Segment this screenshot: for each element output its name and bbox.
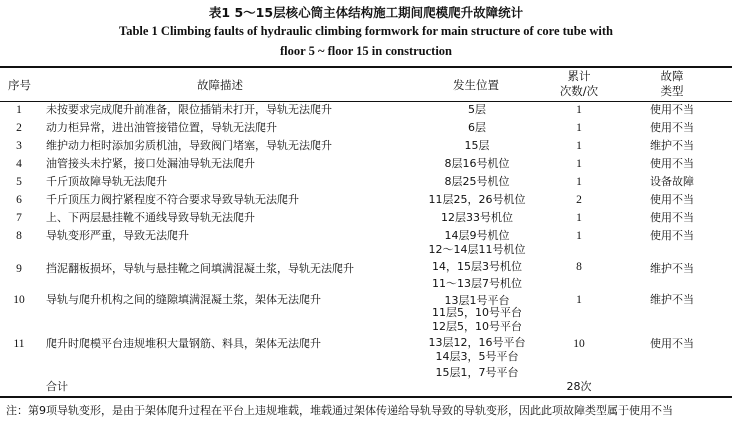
row-8-count: 1: [576, 230, 582, 242]
total-value: 28次: [566, 380, 592, 393]
row-2-loc: 6层: [468, 121, 486, 134]
row-11-count: 10: [573, 338, 585, 350]
row-11-type: 使用不当: [650, 337, 694, 350]
row-4-desc: 油管接头未拧紧，接口处漏油导轨无法爬升: [46, 157, 255, 170]
row-2-count: 1: [576, 122, 582, 134]
row-5-no: 5: [16, 176, 22, 188]
row-1-loc: 5层: [468, 103, 486, 116]
row-8-no: 8: [16, 230, 22, 242]
row-10-count: 1: [576, 294, 582, 306]
row-4-no: 4: [16, 158, 22, 170]
bottom-rule: [0, 396, 732, 398]
row-9-type: 维护不当: [650, 262, 694, 275]
row-10-loc-2: 11层5，10号平台: [432, 306, 522, 319]
row-1-count: 1: [576, 104, 582, 116]
row-11-loc-3: 15层1，7号平台: [435, 366, 519, 379]
row-10-type: 维护不当: [650, 293, 694, 306]
row-9-loc-2: 14，15层3号机位: [432, 260, 522, 273]
row-7-desc: 上、下两层悬挂靴不通线导致导轨无法爬升: [46, 211, 255, 224]
row-11-desc: 爬升时爬模平台违规堆积大量钢筋、料具，架体无法爬升: [46, 337, 321, 350]
row-9-loc-3: 11～13层7号机位: [432, 277, 522, 290]
header-count-line1: 累计: [567, 69, 591, 83]
row-3-count: 1: [576, 140, 582, 152]
row-11-loc-2: 14层3，5号平台: [435, 350, 519, 363]
row-10-loc-1: 13层1号平台: [444, 294, 510, 307]
row-3-desc: 维护动力柜时添加劣质机油，导致阀门堵塞，导轨无法爬升: [46, 139, 332, 152]
table-caption-cn: 表1 5～15层核心筒主体结构施工期间爬模爬升故障统计: [208, 5, 524, 20]
row-7-loc: 12层33号机位: [441, 211, 513, 224]
row-6-count: 2: [576, 194, 582, 206]
row-8-loc: 14层9号机位: [444, 229, 510, 242]
row-7-no: 7: [16, 212, 22, 224]
row-6-desc: 千斤顶压力阀拧紧程度不符合要求导致导轨无法爬升: [46, 193, 299, 206]
row-8-desc: 导轨变形严重，导致无法爬升: [46, 229, 189, 242]
row-7-type: 使用不当: [650, 211, 694, 224]
row-9-desc: 挡泥翻板损坏，导轨与悬挂靴之间填满混凝土浆，导轨无法爬升: [46, 262, 354, 275]
row-10-desc: 导轨与爬升机构之间的缝隙填满混凝土浆，架体无法爬升: [46, 293, 321, 306]
row-1-no: 1: [16, 104, 22, 116]
total-label: 合计: [46, 380, 68, 393]
row-6-type: 使用不当: [650, 193, 694, 206]
header-type-line1: 故障: [660, 69, 684, 83]
row-3-loc: 15层: [464, 139, 490, 152]
header-loc: 发生位置: [453, 78, 499, 92]
row-5-loc: 8层25号机位: [444, 175, 510, 188]
top-rule: [0, 66, 732, 68]
row-3-no: 3: [16, 140, 22, 152]
header-desc: 故障描述: [197, 78, 243, 92]
row-2-no: 2: [16, 122, 22, 134]
row-5-desc: 千斤顶故障导轨无法爬升: [46, 175, 167, 188]
row-11-loc-1: 13层12，16号平台: [428, 336, 526, 349]
row-2-type: 使用不当: [650, 121, 694, 134]
row-6-loc: 11层25，26号机位: [428, 193, 526, 206]
row-4-type: 使用不当: [650, 157, 694, 170]
row-4-loc: 8层16号机位: [444, 157, 510, 170]
row-11-no: 11: [13, 338, 25, 350]
row-5-count: 1: [576, 176, 582, 188]
header-no: 序号: [8, 78, 31, 92]
row-3-type: 维护不当: [650, 139, 694, 152]
table-caption-en-line1: Table 1 Climbing faults of hydraulic climbing formwork for main structure of core tube with: [119, 24, 613, 38]
header-rule: [0, 101, 732, 102]
row-9-no: 9: [16, 263, 22, 275]
row-10-no: 10: [13, 294, 25, 306]
table-caption-en-line2: floor 5 ~ floor 15 in construction: [279, 44, 452, 58]
row-8-type: 使用不当: [650, 229, 694, 242]
row-5-type: 设备故障: [650, 175, 694, 188]
row-9-loc-1: 12～14层11号机位: [428, 243, 526, 256]
row-7-count: 1: [576, 212, 582, 224]
row-1-type: 使用不当: [650, 103, 694, 116]
row-10-loc-3: 12层5，10号平台: [432, 320, 522, 333]
header-type-line2: 类型: [660, 84, 684, 98]
header-count-line2: 次数/次: [559, 84, 599, 98]
table-footnote: 注：第9项导轨变形，是由于架体爬升过程在平台上违规堆载，堆载通过架体传递给导轨导致的导轨变形，因此此项故障类型属于使用不当: [6, 404, 673, 417]
row-6-no: 6: [16, 194, 22, 206]
row-9-count: 8: [576, 261, 582, 273]
row-4-count: 1: [576, 158, 582, 170]
row-1-desc: 未按要求完成爬升前准备，限位插销未打开，导轨无法爬升: [46, 103, 332, 116]
row-2-desc: 动力柜异常，进出油管接错位置，导轨无法爬升: [46, 121, 277, 134]
